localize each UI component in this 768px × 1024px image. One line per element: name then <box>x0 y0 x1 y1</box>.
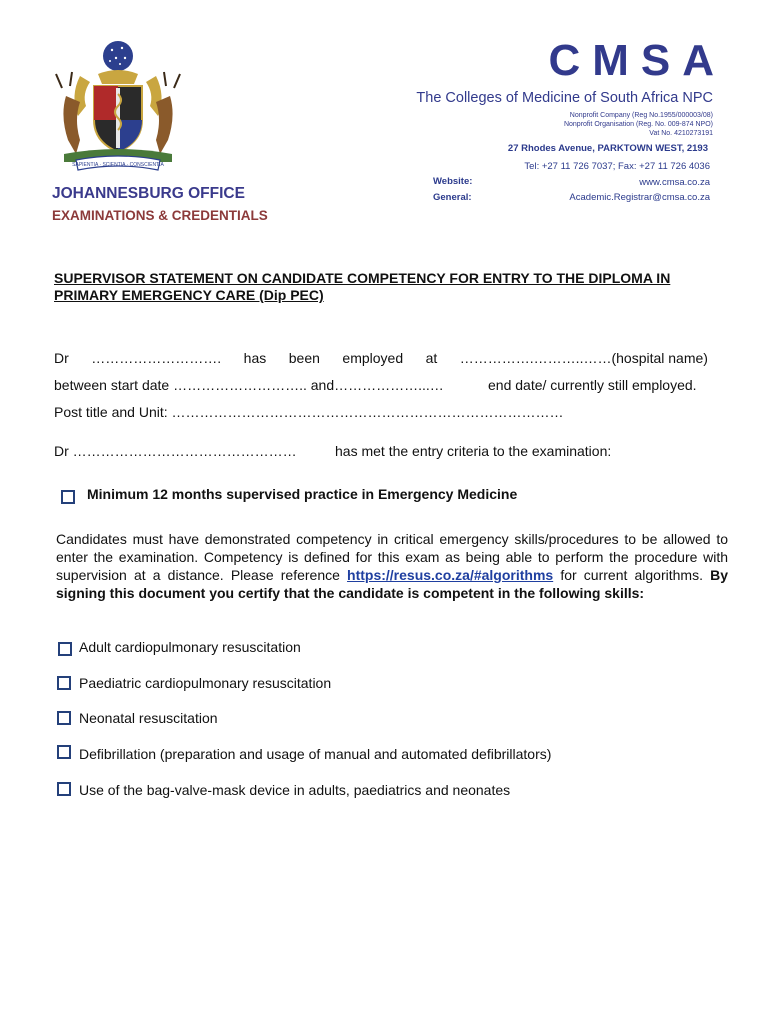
skill-checkbox-paediatric-cpr[interactable] <box>57 676 71 690</box>
website-label: Website: <box>433 176 473 187</box>
reg-line-company: Nonprofit Company (Reg No.1955/000003/08) <box>569 112 713 119</box>
skill-label: Defibrillation (preparation and usage of manual and automated defibrillators) <box>79 746 552 762</box>
skill-label: Use of the bag-valve-mask device in adults, paediatrics and neonates <box>79 782 511 798</box>
website-link[interactable]: www.cmsa.co.za <box>639 177 710 188</box>
skill-checkbox-defibrillation[interactable] <box>57 745 71 759</box>
skill-label: Paediatric cardiopulmonary resuscitation <box>79 675 332 691</box>
skill-label: Adult cardiopulmonary resuscitation <box>79 639 301 655</box>
competency-paragraph <box>56 530 728 602</box>
paragraph-certify-statement: By signing this document you certify that the candidate is competent in the following skills: <box>56 567 728 601</box>
general-email-link[interactable]: Academic.Registrar@cmsa.co.za <box>569 192 710 203</box>
employment-line <box>54 350 708 366</box>
general-email-label: General: <box>433 192 472 203</box>
org-address: 27 Rhodes Avenue, PARKTOWN WEST, 2193 <box>507 143 708 154</box>
post-title-line[interactable]: Post title and Unit: ………………………………………………………………………… <box>54 404 564 420</box>
document-title: SUPERVISOR STATEMENT ON CANDIDATE COMPETENCY FOR ENTRY TO THE DIPLOMA IN PRIMARY EMERGENCY CARE (Dip PEC) <box>54 270 671 303</box>
org-short-name: CMSA <box>548 36 726 85</box>
criterion-checkbox[interactable] <box>61 490 75 504</box>
skill-checkbox-bvm[interactable] <box>57 782 71 796</box>
has-word: has <box>243 350 267 366</box>
reg-line-vat: Vat No. 4210273191 <box>649 130 713 137</box>
org-phone-fax: Tel: +27 11 726 7037; Fax: +27 11 726 4036 <box>524 161 710 172</box>
at-word: at <box>425 350 438 366</box>
skill-checkbox-neonatal[interactable] <box>57 711 71 725</box>
office-name: JOHANNESBURG OFFICE <box>52 185 245 202</box>
department-name: EXAMINATIONS & CREDENTIALS <box>52 208 268 223</box>
dates-line-end: end date/ currently still employed. <box>488 377 697 393</box>
skill-label: Neonatal resuscitation <box>79 710 218 726</box>
crest-motto: SAPIENTIA · SCIENTIA · CONSCIENTIA <box>72 162 164 168</box>
hospital-name-blank[interactable]: …………….………..……(hospital name) <box>459 350 708 366</box>
dates-line-start[interactable]: between start date ……………………….. and………………...… <box>54 377 444 393</box>
been-word: been <box>288 350 320 366</box>
criterion-label: Minimum 12 months supervised practice in Emergency Medicine <box>87 486 518 502</box>
reg-line-npo: Nonprofit Organisation (Reg. No. 009-874 NPO) <box>563 121 713 128</box>
college-crest-logo <box>50 36 186 178</box>
employed-word: employed <box>342 350 404 366</box>
skill-checkbox-adult-cpr[interactable] <box>58 642 72 656</box>
doctor-criteria-blank[interactable]: Dr ………………………………………… <box>54 443 297 459</box>
algorithms-link[interactable]: https://resus.co.za/#algorithms <box>347 567 554 583</box>
paragraph-text-after: for current algorithms. <box>553 567 711 583</box>
paragraph-text-before: Candidates must have demonstrated competency in critical emergency skills/procedures to be allowed to enter the examination. Competency is defined for this exam as being able to perform the procedure with supervision at a distance. Please reference <box>56 531 728 583</box>
criteria-statement: has met the entry criteria to the examination: <box>335 443 612 459</box>
doctor-name-blank[interactable]: ………………………. <box>91 350 222 366</box>
dr-label: Dr <box>54 350 69 366</box>
org-full-name: The Colleges of Medicine of South Africa NPC <box>416 90 713 106</box>
